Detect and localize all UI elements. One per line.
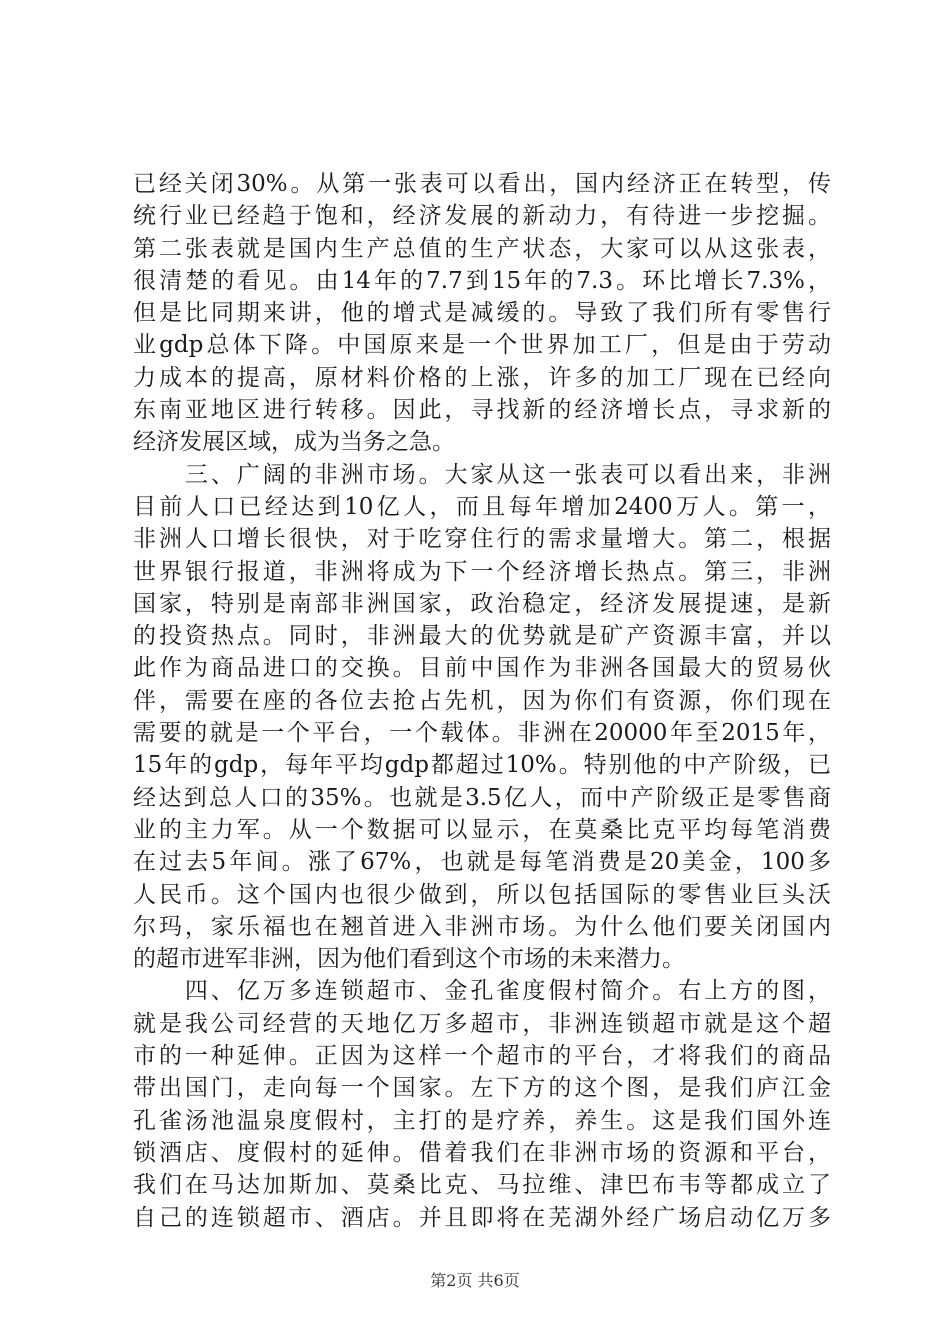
text-line: 的超市进军非洲，因为他们看到这个市场的未来潜力。 — [133, 946, 685, 973]
text-line: 三、广阔的非洲市场。大家从这一张表可以看出来，非洲 — [133, 461, 831, 488]
text-line: 业gdp总体下降。中国原来是一个世界加工厂，但是由于劳动 — [133, 332, 831, 359]
text-line: 带出国门，走向每一个国家。左下方的这个图，是我们庐江金 — [133, 1075, 831, 1102]
text-line: 东南亚地区进行转移。因此，寻找新的经济增长点，寻求新的 — [133, 397, 831, 424]
text-line: 非洲人口增长很快，对于吃穿住行的需求量增大。第二，根据 — [133, 526, 831, 553]
text-line: 就是我公司经营的天地亿万多超市，非洲连锁超市就是这个超 — [133, 1010, 831, 1037]
text-line: 的投资热点。同时，非洲最大的优势就是矿产资源丰富，并以 — [133, 623, 831, 650]
text-line: 目前人口已经达到10亿人，而且每年增加2400万人。第一， — [133, 493, 831, 520]
text-line: 四、亿万多连锁超市、金孔雀度假村简介。右上方的图， — [133, 978, 831, 1005]
text-line: 自己的连锁超市、酒店。并且即将在芜湖外经广场启动亿万多 — [133, 1204, 831, 1231]
text-line: 伴，需要在座的各位去抢占先机，因为你们有资源，你们现在 — [133, 687, 831, 714]
body-text — [133, 168, 831, 1234]
text-line: 需要的就是一个平台，一个载体。非洲在20000年至2015年， — [133, 720, 831, 747]
text-line: 世界银行报道，非洲将成为下一个经济增长热点。第三，非洲 — [133, 558, 831, 585]
text-line: 国家，特别是南部非洲国家，政治稳定，经济发展提速，是新 — [133, 590, 831, 617]
text-line: 人民币。这个国内也很少做到，所以包括国际的零售业巨头沃 — [133, 881, 831, 908]
text-line: 第二张表就是国内生产总值的生产状态，大家可以从这张表， — [133, 235, 831, 262]
text-line: 我们在马达加斯加、莫桑比克、马拉维、津巴布韦等都成立了 — [133, 1172, 831, 1199]
text-line: 市的一种延伸。正因为这样一个超市的平台，才将我们的商品 — [133, 1043, 831, 1070]
text-line: 统行业已经趋于饱和，经济发展的新动力，有待进一步挖掘。 — [133, 203, 831, 230]
text-line: 力成本的提高，原材料价格的上涨，许多的加工厂现在已经向 — [133, 364, 831, 391]
text-line: 孔雀汤池温泉度假村，主打的是疗养，养生。这是我们国外连 — [133, 1107, 831, 1134]
text-line: 15年的gdp，每年平均gdp都超过10%。特别他的中产阶级，已 — [133, 752, 831, 779]
text-line: 已经关闭30%。从第一张表可以看出，国内经济正在转型，传 — [133, 171, 831, 197]
text-line: 此作为商品进口的交换。目前中国作为非洲各国最大的贸易伙 — [133, 655, 831, 682]
text-line: 很清楚的看见。由14年的7.7到15年的7.3。环比增长7.3%， — [133, 267, 831, 294]
text-line: 尔玛，家乐福也在翘首进入非洲市场。为什么他们要关闭国内 — [133, 913, 831, 940]
text-line: 锁酒店、度假村的延伸。借着我们在非洲市场的资源和平台， — [133, 1139, 831, 1166]
text-line: 经达到总人口的35%。也就是3.5亿人，而中产阶级正是零售商 — [133, 784, 831, 811]
text-line: 在过去5年间。涨了67%，也就是每笔消费是20美金，100多 — [133, 849, 831, 876]
page-number-footer: 第2页 共6页 — [430, 1271, 520, 1290]
text-line: 经济发展区域，成为当务之急。 — [133, 429, 455, 456]
text-line: 但是比同期来讲，他的增式是减缓的。导致了我们所有零售行 — [133, 300, 831, 327]
text-line: 业的主力军。从一个数据可以显示，在莫桑比克平均每笔消费 — [133, 816, 831, 843]
